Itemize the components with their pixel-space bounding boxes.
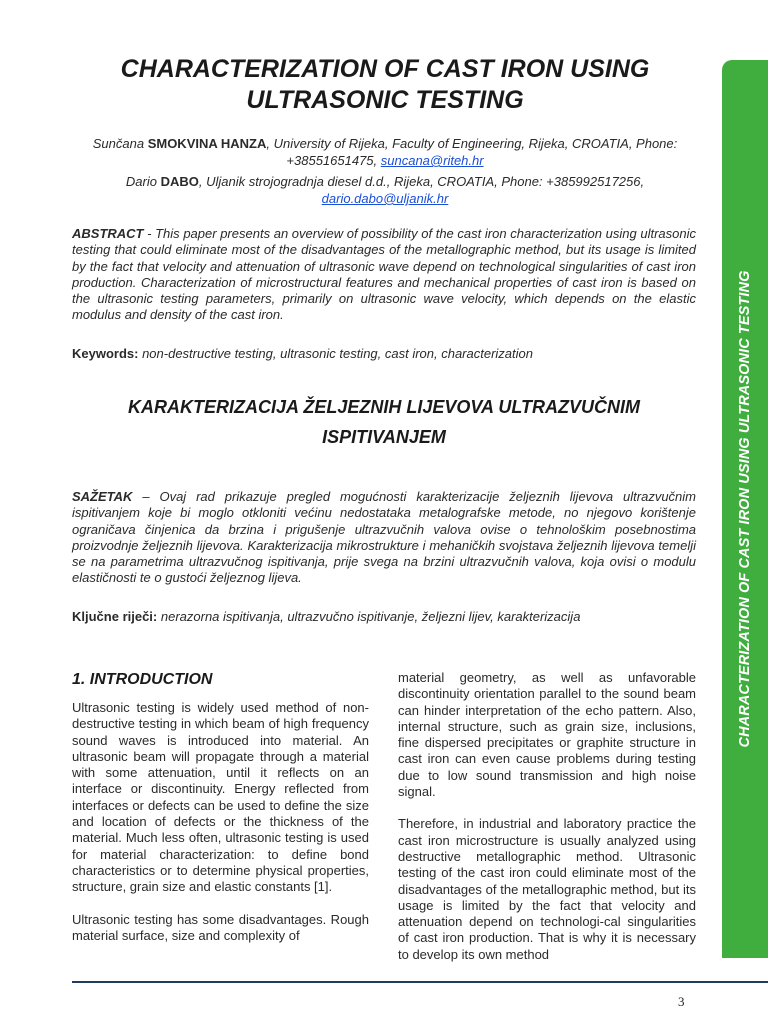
left-column	[72, 670, 369, 944]
abstract-text: - This paper presents an overview of possibility of the cast iron characterization using ultrasonic testing that could eliminate most of the disadvantages of the metallographic method, but its usage is limited by the fact that velocity and attenuation of ultrasonic wave depend on technological singularities of cast iron production. Characterization of microstructural features and mechanical properties of cast iron is based on the ultrasonic testing parameters, primarily on ultrasonic wave velocity, which depends on the elastic modulus and density of the cast iron.	[72, 226, 696, 323]
footer-rule	[72, 981, 768, 983]
sazetak-label: SAŽETAK	[72, 489, 133, 504]
author-2-affiliation: , Uljanik strojogradnja diesel d.d., Rijeka, CROATIA, Phone: +385992517256,	[198, 174, 645, 189]
paper-title: CHARACTERIZATION OF CAST IRON USING ULTRASONIC TESTING	[120, 55, 650, 114]
author-2-first-name: Dario	[125, 174, 161, 189]
author-2-last-name: DABO	[160, 174, 199, 189]
author-1-first-name: Sunčana	[92, 136, 148, 151]
author-2-email-link[interactable]: dario.dabo@uljanik.hr	[321, 191, 449, 206]
kljucne-label: Ključne riječi:	[72, 609, 158, 624]
sazetak	[72, 489, 696, 587]
intro-paragraph: Ultrasonic testing has some disadvantages. Rough material surface, size and complexity of	[72, 911, 369, 943]
keywords-text: non-destructive testing, ultrasonic testing, cast iron, characterization	[138, 346, 533, 361]
sazetak-text: – Ovaj rad prikazuje pregled mogućnosti karakterizacije željeznih lijevova ultrazvučnim ispitivanjem koje bi moglo otkloniti većinu nedostataka metalografske metode, no njegovo korištenje ograničava činjenica da brzina i prigušenje ultrazvučnih valova ovise o tehnološkim posebnostima proizvodnje željeznih lijevova. Karakterizacija mikrostrukture i mehaničkih svojstava željeznih lijevova temelji se na parametrima ultrazvučnog ispitivanja, prije svega na brzini ultrazvučnih valova, koja ovisi o modulu elastičnosti te o gustoći željeznog lijeva.	[72, 489, 696, 586]
intro-paragraph: Ultrasonic testing is widely used method of non-destructive testing in which beam of high frequency sound waves is introduced into material. An ultrasonic beam will propagate through a material with some attenuation, until it reflects on an interface or discontinuity. Energy reflected from interfaces or defects can be used to define the size and location of defects or the thickness of the material. Much less often, ultrasonic testing is used for material characterization: to define bond characteristics or to determine physical properties, structure, grain size and elastic constants [1].	[72, 700, 369, 895]
author-1-affiliation: , University of Rijeka, Faculty of Engineering, Rijeka, CROATIA, Phone: +38551651475,	[266, 136, 678, 168]
keywords	[72, 345, 696, 363]
side-running-title: CHARACTERIZATION OF CAST IRON USING ULTRASONIC TESTING	[737, 270, 753, 748]
author-block	[72, 135, 698, 211]
croatian-title: KARAKTERIZACIJA ŽELJEZNIH LIJEVOVA ULTRAZVUČNIM ISPITIVANJEM	[127, 397, 640, 447]
abstract-label: ABSTRACT	[72, 226, 144, 241]
author-1-last-name: SMOKVINA HANZA	[147, 136, 267, 151]
author-1-email-link[interactable]: suncana@riteh.hr	[380, 153, 484, 168]
kljucne-rijeci	[72, 608, 696, 626]
keywords-label: Keywords:	[72, 346, 139, 361]
right-column	[398, 670, 696, 963]
introduction-heading: 1. INTRODUCTION	[72, 671, 213, 688]
abstract	[72, 226, 696, 324]
intro-paragraph: Therefore, in industrial and laboratory practice the cast iron microstructure is usually analyzed using destructive metallographic method. Ultrasonic testing of the cast iron could eliminate most of the disadvantages of the metallographic method, but its usage is limited by the fact that velocity and attenuation depend on technologi-cal singularities of cast iron production. That is why it is necessary to develop its own method	[398, 816, 696, 962]
page-number: 3	[678, 994, 685, 1009]
author-2	[72, 173, 698, 207]
kljucne-text: nerazorna ispitivanja, ultrazvučno ispitivanje, željezni lijev, karakterizacija	[157, 609, 581, 624]
author-1	[72, 135, 698, 169]
intro-paragraph: material geometry, as well as unfavorable discontinuity orientation parallel to the sound beam can hinder interpretation of the echo pattern. Also, internal structure, such as grain size, inclusions, fine dispersed precipitates or graphite structure in cast iron can even cause problems during testing due to low sound transmission and high noise signal.	[398, 670, 696, 800]
